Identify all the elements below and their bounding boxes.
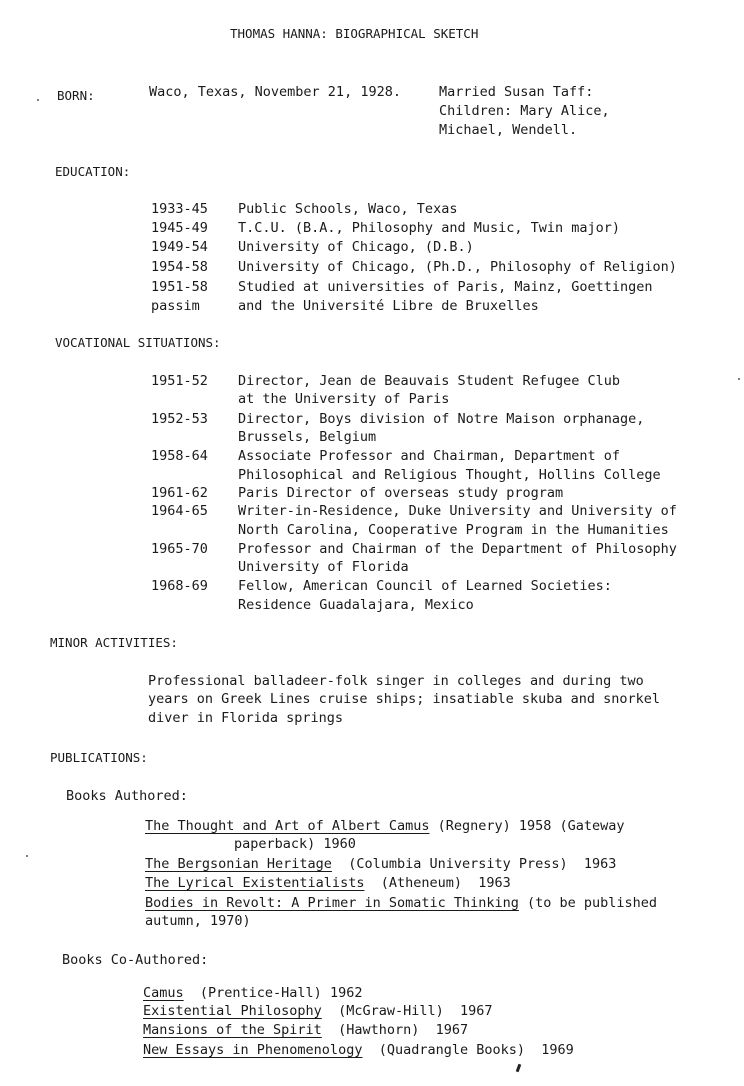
- vocational-text: Fellow, American Council of Learned Societies:: [238, 578, 612, 594]
- vocational-text: Philosophical and Religious Thought, Hollins College: [238, 467, 661, 483]
- education-years: 1954-58: [151, 259, 208, 275]
- book-entry: [143, 1002, 493, 1021]
- vocational-text: Director, Boys division of Notre Maison orphanage,: [238, 411, 645, 427]
- book-details: (Hawthorn) 1967: [321, 1022, 469, 1038]
- education-text: Public Schools, Waco, Texas: [238, 201, 458, 217]
- book-title: Existential Philosophy: [143, 1003, 322, 1019]
- vocational-heading: VOCATIONAL SITUATIONS:: [55, 335, 221, 350]
- vocational-years: 1951-52: [151, 373, 208, 389]
- book-details: (to be published: [518, 895, 658, 911]
- book-entry: [145, 855, 616, 874]
- book-entry: [145, 894, 657, 913]
- book-details: (Columbia University Press) 1963: [331, 856, 617, 872]
- vocational-years: 1961-62: [151, 485, 208, 501]
- children-text-2: Michael, Wendell.: [439, 122, 578, 138]
- vocational-text: Paris Director of overseas study program: [238, 485, 564, 501]
- book-title: The Bergsonian Heritage: [145, 856, 332, 872]
- pen-mark: [516, 1064, 522, 1073]
- scan-speck: [37, 99, 39, 101]
- book-entry: [143, 1021, 468, 1040]
- education-years: 1951-58: [151, 279, 208, 295]
- scan-speck: [738, 378, 740, 380]
- book-title: The Thought and Art of Albert Camus: [145, 818, 430, 834]
- education-text: Studied at universities of Paris, Mainz, Goettingen: [238, 279, 653, 295]
- book-title: Bodies in Revolt: A Primer in Somatic Thinking: [145, 895, 519, 911]
- children-text-1: Children: Mary Alice,: [439, 103, 610, 119]
- book-entry: [143, 984, 362, 1003]
- vocational-text: Associate Professor and Chairman, Department of: [238, 448, 621, 464]
- minor-heading: MINOR ACTIVITIES:: [50, 635, 178, 650]
- scan-speck: [26, 855, 28, 857]
- education-text: T.C.U. (B.A., Philosophy and Music, Twin major): [238, 220, 621, 236]
- education-text: University of Chicago, (Ph.D., Philosophy of Religion): [238, 259, 677, 275]
- education-text: University of Chicago, (D.B.): [238, 239, 474, 255]
- vocational-text: Professor and Chairman of the Department of Philosophy: [238, 541, 677, 557]
- vocational-years: 1952-53: [151, 411, 208, 427]
- vocational-text: Residence Guadalajara, Mexico: [238, 597, 474, 613]
- books-coauthored-heading: Books Co-Authored:: [62, 952, 209, 968]
- vocational-text: Director, Jean de Beauvais Student Refugee Club: [238, 373, 621, 389]
- education-text: and the Université Libre de Bruxelles: [238, 298, 539, 314]
- education-years: 1949-54: [151, 239, 208, 255]
- book-title: Camus: [143, 985, 184, 1001]
- book-details: (Prentice-Hall) 1962: [183, 985, 363, 1001]
- vocational-years: 1964-65: [151, 503, 208, 519]
- vocational-text: North Carolina, Cooperative Program in the Humanities: [238, 522, 669, 538]
- vocational-text: Brussels, Belgium: [238, 429, 377, 445]
- married-text: Married Susan Taff:: [439, 84, 594, 100]
- book-title: New Essays in Phenomenology: [143, 1042, 363, 1058]
- vocational-text: Writer-in-Residence, Duke University and University of: [238, 503, 677, 519]
- vocational-years: 1958-64: [151, 448, 208, 464]
- book-title: Mansions of the Spirit: [143, 1022, 322, 1038]
- education-years: passim: [151, 298, 200, 314]
- book-details: (Regnery) 1958 (Gateway: [429, 818, 625, 834]
- vocational-text: University of Florida: [238, 559, 409, 575]
- books-authored-heading: Books Authored:: [66, 788, 188, 804]
- vocational-years: 1968-69: [151, 578, 208, 594]
- book-details: (Atheneum) 1963: [364, 875, 511, 891]
- vocational-years: 1965-70: [151, 541, 208, 557]
- book-title: The Lyrical Existentialists: [145, 875, 365, 891]
- born-label: BORN:: [57, 88, 95, 103]
- book-details: (McGraw-Hill) 1967: [321, 1003, 493, 1019]
- education-years: 1945-49: [151, 220, 208, 236]
- page-title: THOMAS HANNA: BIOGRAPHICAL SKETCH: [230, 26, 479, 41]
- born-place-date: Waco, Texas, November 21, 1928.: [149, 84, 401, 100]
- minor-text: years on Greek Lines cruise ships; insatiable skuba and snorkel: [148, 691, 661, 707]
- book-entry: [145, 874, 511, 893]
- education-years: 1933-45: [151, 201, 208, 217]
- book-entry: [143, 1041, 574, 1060]
- book-details-continued: autumn, 1970): [145, 913, 251, 929]
- book-details-continued: paperback) 1960: [234, 836, 356, 852]
- book-details: (Quadrangle Books) 1969: [362, 1042, 574, 1058]
- minor-text: Professional balladeer-folk singer in colleges and during two: [148, 673, 644, 689]
- education-heading: EDUCATION:: [55, 164, 131, 179]
- publications-heading: PUBLICATIONS:: [50, 750, 148, 765]
- minor-text: diver in Florida springs: [148, 710, 344, 726]
- book-entry: [145, 817, 625, 836]
- vocational-text: at the University of Paris: [238, 391, 450, 407]
